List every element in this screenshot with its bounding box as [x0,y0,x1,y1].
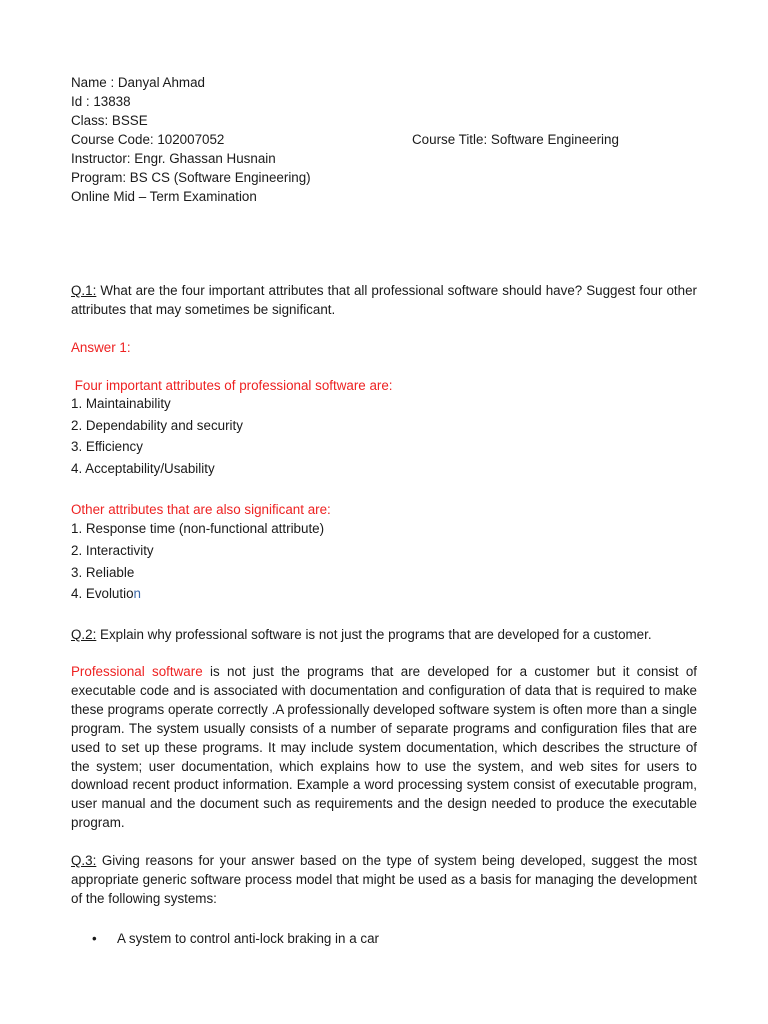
answer-2-lead: Professional software [71,664,203,679]
instructor: Instructor: Engr. Ghassan Husnain [71,151,276,166]
list-item [71,584,141,603]
question-2-label: Q.2: [71,627,97,642]
program: Program: BS CS (Software Engineering) [71,170,311,185]
bullet-icon: • [92,931,97,946]
list-item: 4. Acceptability/Usability [71,461,215,476]
other-attributes-heading: Other attributes that are also significant are: [71,502,331,517]
question-2-text: Explain why professional software is not just the programs that are developed for a customer. [96,627,652,642]
list-item: 3. Efficiency [71,439,143,454]
question-1-label: Q.1: [71,283,97,298]
question-2 [71,625,652,644]
answer-1-label: Answer 1: [71,340,131,355]
student-class: Class: BSSE [71,113,148,128]
bullet-item: A system to control anti-lock braking in a car [117,931,379,946]
list-item-text: 4. Evolutio [71,586,134,601]
list-item: 1. Response time (non-functional attribute) [71,521,325,536]
list-item: 2. Dependability and security [71,418,243,433]
question-1 [71,282,697,320]
question-3-label: Q.3: [71,853,97,868]
question-3 [71,852,697,909]
exam-title: Online Mid – Term Examination [71,189,257,204]
question-1-text: What are the four important attributes that all professional software should have? Suggest four other attributes that may sometimes be significant. [71,283,697,317]
student-name: Name : Danyal Ahmad [71,75,205,90]
course-title: Course Title: Software Engineering [412,132,619,147]
answer-2-paragraph [71,663,697,833]
list-item: 3. Reliable [71,565,135,580]
student-id: Id : 13838 [71,94,131,109]
important-attributes-heading: Four important attributes of professional software are: [71,378,393,393]
list-item: 1. Maintainability [71,396,171,411]
list-item: 2. Interactivity [71,543,154,558]
question-3-text: Giving reasons for your answer based on the type of system being developed, suggest the most appropriate generic software process model that might be used as a basis for managing the development of the following systems: [71,853,697,906]
list-item-last-char: n [133,586,141,601]
answer-2-text: is not just the programs that are developed for a customer but it consist of executable code and is associated with documentation and configuration of data that is required to make these programs operate correctly .A professionally developed software system is often more than a single program. The system usually consists of a number of separate programs and configuration files that are used to set up these programs. It may include system documentation, which describes the structure of the system; user documentation, which explains how to use the system, and web sites for users to download recent product information. Example a word processing system consist of executable program, user manual and the document such as requirements and the design needed to produce the executable program. [71,664,698,831]
course-code: Course Code: 102007052 [71,132,225,147]
